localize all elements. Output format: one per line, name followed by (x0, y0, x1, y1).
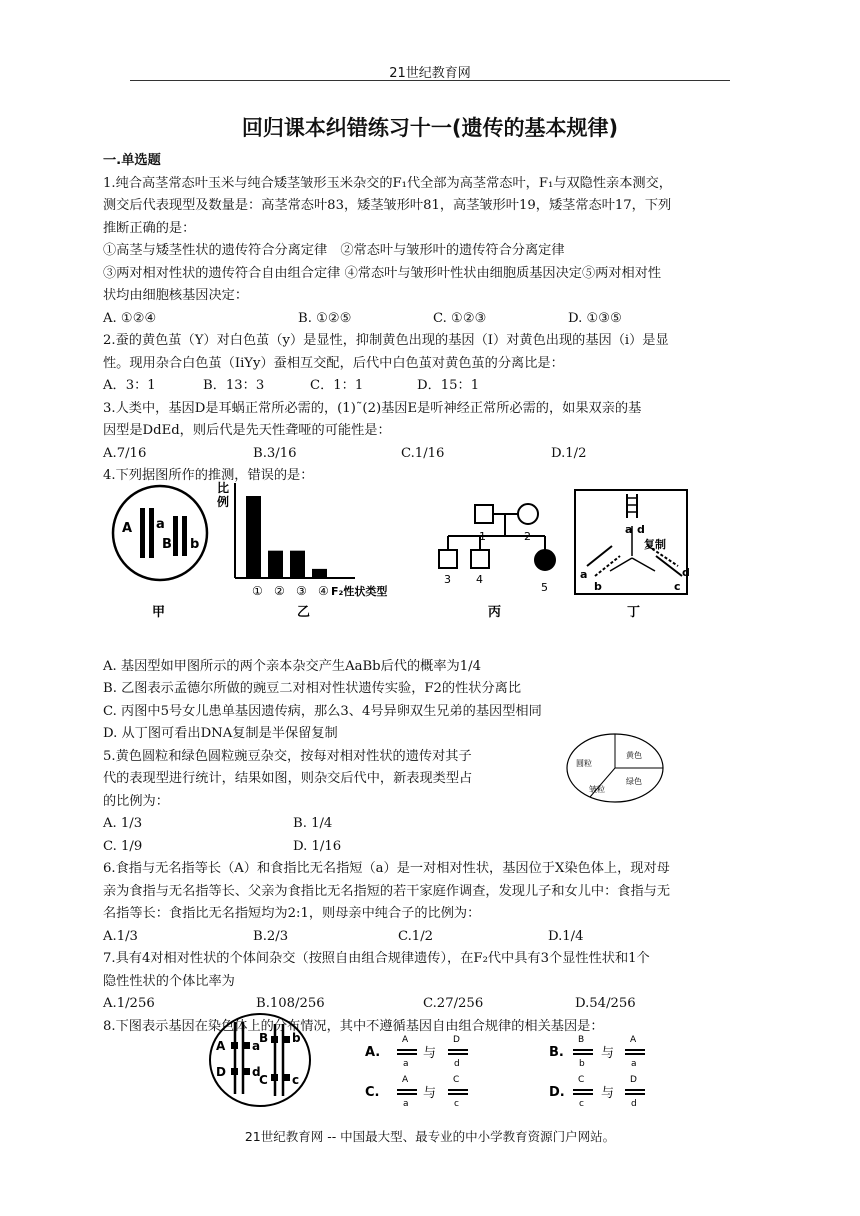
q1-options (103, 308, 763, 331)
q8-figures (205, 1012, 675, 1112)
svg-text:1: 1 (479, 530, 486, 543)
q2-option-d: D．15：1 (417, 378, 480, 393)
y-axis-label: 比 (217, 481, 230, 495)
pie-label: 黄色 (626, 751, 642, 760)
svg-text:d: d (637, 523, 645, 536)
q4-option-b: B. 乙图表示孟德尔所做的豌豆二对相对性状遗传实验，F2的性状分离比 (103, 681, 522, 696)
q6-option-a: A.1/3 (103, 928, 138, 944)
svg-text:B: B (259, 1031, 269, 1045)
q3-option-b: B.3/16 (253, 445, 297, 461)
y-axis-label: 例 (217, 495, 230, 509)
gene-label: A (122, 521, 133, 536)
q8-line: 8.下图表示基因在染色体上的分布情况，其中不遵循基因自由组合规律的相关基因是： (103, 1018, 604, 1034)
q1-line: ①高茎与矮茎性状的遗传符合分离定律 ②常态叶与皱形叶的遗传符合分离定律 (103, 243, 565, 258)
svg-text:b: b (594, 580, 602, 593)
bar (290, 551, 305, 578)
q7-option-b: B.108/256 (256, 996, 325, 1011)
svg-text:4: 4 (476, 573, 483, 586)
figure-label: 丁 (627, 605, 641, 620)
gene-label: B (162, 537, 172, 552)
gene-label: b (190, 537, 200, 552)
category-label: ① (252, 584, 263, 598)
q5-option-b: B. 1/4 (293, 816, 333, 831)
q2-options (103, 375, 763, 398)
q6-options (103, 926, 763, 949)
q1-line: 测交后代表现型及数量是：高茎常态叶83，矮茎皱形叶81，高茎皱形叶19，矮茎常态叶17，下列 (103, 198, 672, 213)
q4-option-c: C. 丙图中5号女儿患单基因遗传病，那么3、4号异卵双生兄弟的基因型相同 (103, 703, 542, 719)
svg-text:与: 与 (423, 1086, 437, 1101)
figure-label: 丙 (488, 605, 502, 620)
svg-text:A: A (402, 1035, 409, 1045)
svg-text:d: d (631, 1099, 637, 1109)
svg-text:a: a (403, 1099, 409, 1109)
q5-line: 的比例为： (103, 793, 169, 809)
q2-option-b: B．13：3 (203, 378, 265, 393)
q1-line: 状均由细胞核基因决定： (103, 288, 249, 303)
q2-option-c: C．1：1 (310, 378, 364, 393)
q5-pie-chart (562, 728, 672, 808)
svg-text:D: D (216, 1065, 226, 1079)
q8-option-a (365, 1035, 468, 1069)
q1-option-a: A. ①②④ (103, 310, 157, 326)
pedigree-female (518, 504, 538, 524)
q1-option-b: B. ①②⑤ (298, 310, 352, 326)
svg-text:D: D (453, 1035, 460, 1045)
q5-option-c: C. 1/9 (103, 838, 143, 854)
q6-line: 亲为食指与无名指等长、父亲为食指比无名指短的若干家庭作调查，发现儿子和女儿中：食指与无 (103, 883, 671, 899)
q8-option-d (549, 1075, 645, 1109)
q4-option-a: A. 基因型如甲图所示的两个亲本杂交产生AaBb后代的概率为1/4 (103, 658, 481, 674)
q5-option-a: A. 1/3 (103, 816, 143, 831)
svg-text:a: a (580, 568, 588, 581)
svg-text:A: A (630, 1035, 637, 1045)
pedigree-male (475, 505, 493, 523)
svg-text:b: b (579, 1059, 585, 1069)
pedigree-affected-female (535, 550, 555, 570)
pedigree-male (471, 550, 489, 568)
q8-option-c (365, 1075, 468, 1109)
q2-option-a: A．3：1 (103, 378, 156, 393)
gene-label: a (156, 517, 165, 532)
q4-figures (100, 478, 690, 623)
svg-text:c: c (454, 1099, 459, 1109)
q8-cell (210, 1014, 310, 1106)
chromosome (140, 508, 145, 558)
q7-line: 7.具有4对相对性状的个体间杂交（按照自由组合规律遗传），在F₂代中具有3个显性性状和1个 (103, 951, 650, 966)
q7-option-c: C.27/256 (423, 996, 484, 1011)
svg-text:A: A (402, 1075, 409, 1085)
x-axis-label: F₂性状类型 (331, 585, 388, 598)
q6-line: 6.食指与无名指等长（A）和食指比无名指短（a）是一对相对性状，基因位于X染色体上，现对母 (103, 861, 670, 876)
q5-options-row2 (103, 836, 763, 859)
q1-option-d: D. ①③⑤ (568, 310, 622, 326)
pie-label: 绿色 (626, 777, 642, 786)
q1-option-c: C. ①②③ (433, 310, 487, 326)
q3-option-c: C.1/16 (401, 445, 445, 461)
svg-text:A.: A. (365, 1045, 381, 1060)
section-heading: 一.单选题 (103, 153, 161, 168)
svg-text:c: c (292, 1073, 300, 1087)
svg-text:A: A (216, 1039, 226, 1053)
svg-text:B.: B. (549, 1045, 564, 1060)
page-title: 回归课本纠错练习十一(遗传的基本规律) (241, 116, 619, 140)
svg-text:a: a (631, 1059, 637, 1069)
figure-bing (439, 504, 555, 570)
category-label: ③ (296, 584, 307, 598)
q4-option-d: D. 从丁图可看出DNA复制是半保留复制 (103, 726, 338, 741)
svg-text:d: d (454, 1059, 460, 1069)
q8-option-b (549, 1035, 645, 1069)
bar (312, 569, 327, 578)
svg-text:d: d (252, 1065, 261, 1079)
svg-text:与: 与 (601, 1086, 615, 1101)
bar (246, 496, 261, 578)
svg-text:C.: C. (365, 1085, 380, 1100)
svg-text:b: b (292, 1031, 301, 1045)
chromosome (173, 516, 178, 556)
svg-text:c: c (579, 1099, 584, 1109)
q1-line: ③两对相对性状的遗传符合自由组合定律 ④常态叶与皱形叶性状由细胞质基因决定⑤两对相对性 (103, 265, 662, 281)
svg-text:2: 2 (524, 530, 531, 543)
q4-line: 4.下列据图所作的推测，错误的是： (103, 468, 314, 483)
q3-option-a: A.7/16 (103, 445, 147, 461)
q5-line: 5.黄色圆粒和绿色圆粒豌豆杂交，按每对相对性状的遗传对其子 (103, 748, 472, 764)
q6-option-b: B.2/3 (253, 928, 289, 944)
svg-text:B: B (578, 1035, 585, 1045)
pie-label: 圆粒 (576, 759, 592, 768)
pedigree-numbers (444, 530, 548, 620)
figure-ding (575, 490, 690, 620)
svg-text:c: c (674, 580, 681, 593)
page-footer: 21世纪教育网 -- 中国最大型、最专业的中小学教育资源门户网站。 (244, 1129, 616, 1144)
q2-line: 2.蚕的黄色茧（Y）对白色茧（y）是显性，抑制黄色出现的基因（I）对黄色出现的基因（i）是显 (103, 333, 669, 348)
svg-text:a: a (403, 1059, 409, 1069)
figure-yi (217, 481, 387, 620)
svg-text:a: a (252, 1039, 261, 1053)
svg-text:a: a (625, 523, 633, 536)
q3-options (103, 443, 763, 466)
q3-line: 因型是DdEd，则后代是先天性聋哑的可能性是： (103, 423, 391, 438)
svg-text:d: d (682, 566, 690, 579)
q6-line: 名指等长：食指比无名指短均为2:1，则母亲中纯合子的比例为： (103, 906, 481, 921)
pedigree-male (439, 550, 457, 568)
figure-label: 甲 (152, 605, 166, 620)
page-header: 21世纪教育网 (389, 66, 471, 81)
q7-option-d: D.54/256 (575, 996, 636, 1011)
q3-line: 3.人类中，基因D是耳蜗正常所必需的，(1)˜(2)基因E是听神经正常所必需的，如果双亲的基 (103, 400, 642, 416)
chromosome (149, 508, 154, 558)
svg-text:C: C (259, 1073, 268, 1087)
q3-option-d: D.1/2 (551, 445, 587, 461)
svg-text:与: 与 (423, 1046, 437, 1061)
figure-jia (113, 486, 207, 620)
q1-line: 推断正确的是： (103, 220, 196, 236)
svg-text:D.: D. (549, 1085, 565, 1100)
q1-line: 1.纯合高茎常态叶玉米与纯合矮茎皱形玉米杂交的F₁代全部为高茎常态叶，F₁与双隐性亲本测交， (103, 175, 672, 191)
q7-line: 隐性性状的个体比率为 (103, 973, 235, 989)
svg-text:D: D (630, 1075, 637, 1085)
q5-options-row1 (103, 813, 763, 836)
svg-text:5: 5 (541, 581, 548, 594)
svg-text:与: 与 (601, 1046, 615, 1061)
pie-label: 皱粒 (589, 785, 605, 794)
header-rule (130, 80, 730, 81)
figure-label: 乙 (297, 605, 311, 620)
chromosome (182, 516, 187, 556)
q6-option-d: D.1/4 (548, 928, 584, 944)
bar (268, 551, 283, 578)
category-label: ② (274, 584, 285, 598)
q5-option-d: D. 1/16 (293, 838, 342, 854)
q7-option-a: A.1/256 (103, 996, 155, 1011)
svg-text:3: 3 (444, 573, 451, 586)
category-label: ④ (318, 584, 329, 598)
q5-line: 代的表现型进行统计，结果如图，则杂交后代中，新表现类型占 (103, 771, 473, 786)
svg-text:C: C (453, 1075, 460, 1085)
svg-text:C: C (578, 1075, 585, 1085)
q6-option-c: C.1/2 (398, 928, 434, 944)
replication-label: 复制 (644, 538, 666, 551)
q2-line: 性。现用杂合白色茧（IiYy）蚕相互交配，后代中白色茧对黄色茧的分离比是： (103, 355, 564, 371)
